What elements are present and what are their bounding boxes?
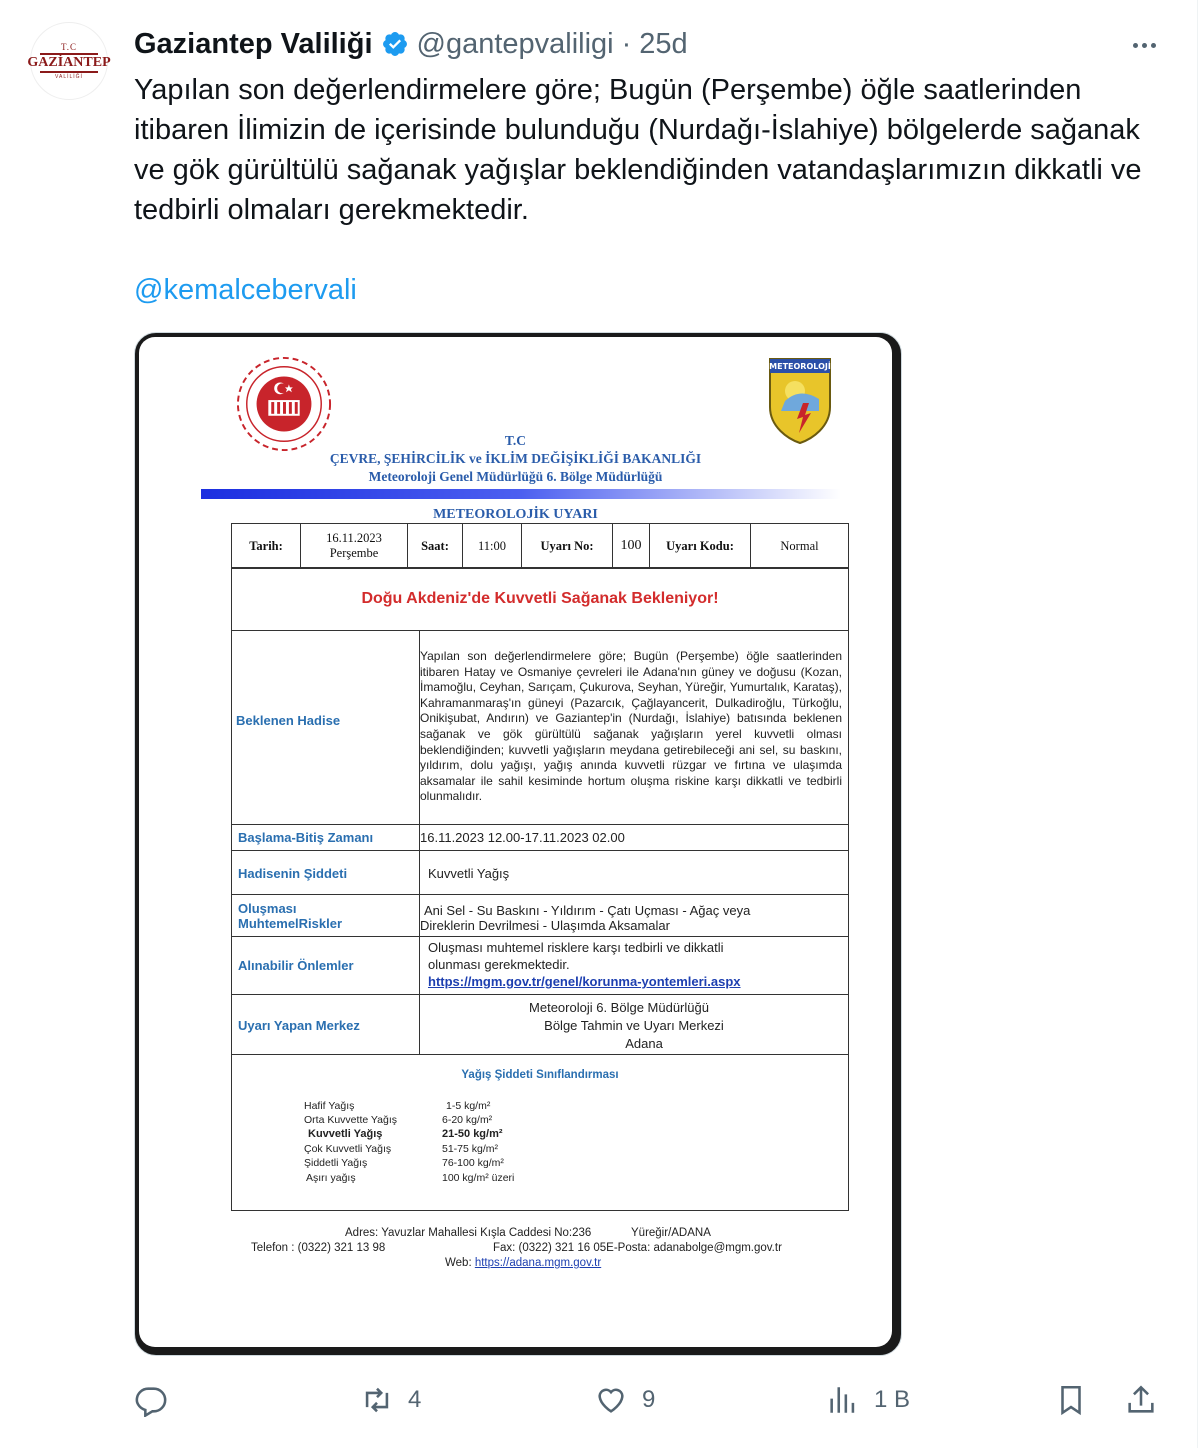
footer-web-link[interactable]: https://adana.mgm.gov.tr xyxy=(474,1257,602,1269)
footer-web xyxy=(445,1257,601,1269)
retweet-count: 4 xyxy=(408,1386,422,1413)
avatar-sub: VALİLİĞİ xyxy=(55,74,83,80)
risks-label xyxy=(238,901,342,931)
class-range: 6-20 kg/m² xyxy=(442,1114,493,1126)
mention-link[interactable]: @kemalcebervali xyxy=(134,274,357,306)
display-name[interactable]: Gaziantep Valiliği xyxy=(134,27,373,60)
footer-phone: Telefon : (0322) 321 13 98 xyxy=(251,1242,386,1254)
class-name: Kuvvetli Yağış xyxy=(308,1128,383,1140)
views-count: 1 B xyxy=(874,1386,911,1413)
share-button[interactable] xyxy=(1124,1378,1158,1422)
severity-value: Kuvvetli Yağış xyxy=(428,866,510,881)
measures-label: Alınabilir Önlemler xyxy=(238,958,354,973)
class-name: Hafif Yağış xyxy=(304,1100,355,1112)
more-options-button[interactable] xyxy=(1124,30,1164,60)
bookmark-icon xyxy=(1054,1383,1088,1417)
class-range: 100 kg/m² üzeri xyxy=(442,1172,515,1184)
doc-ministry: ÇEVRE, ŞEHİRCİLİK ve İKLİM DEĞİŞİKLİĞİ BAKANLIĞI xyxy=(329,451,702,466)
avatar[interactable] xyxy=(27,22,111,100)
column-divider xyxy=(419,851,420,895)
tweet-header xyxy=(134,26,688,62)
action-bar xyxy=(134,1378,1164,1422)
center-value-line: Adana xyxy=(625,1036,663,1051)
like-button[interactable] xyxy=(594,1378,655,1422)
risks-value-line: Ani Sel - Su Baskını - Yıldırım - Çatı Uçması - Ağaç veya xyxy=(424,903,751,918)
like-count: 9 xyxy=(642,1386,656,1413)
classification-row xyxy=(232,1054,848,1211)
class-name: Aşırı yağış xyxy=(306,1172,356,1184)
meteorology-logo-icon xyxy=(767,357,833,445)
risks-label-line: MuhtemelRiskler xyxy=(238,916,343,931)
doc-tc: T.C xyxy=(504,433,527,448)
footer-city: Yüreğir/ADANA xyxy=(631,1227,711,1239)
warning-details xyxy=(231,567,849,1211)
center-label: Uyarı Yapan Merkez xyxy=(238,1018,360,1033)
warning-no-value: 100 xyxy=(613,524,650,569)
measures-value xyxy=(428,939,741,990)
dot-icon xyxy=(1151,43,1156,48)
warning-headline: Doğu Akdeniz'de Kuvvetli Sağanak Bekleniyor! xyxy=(361,590,719,607)
timestamp[interactable]: 25d xyxy=(639,27,688,60)
class-range: 51-75 kg/m² xyxy=(442,1143,499,1155)
measures-value-line: olunması gerekmektedir. xyxy=(428,957,570,972)
center-value-line: Bölge Tahmin ve Uyarı Merkezi xyxy=(544,1018,724,1033)
day-value: Perşembe xyxy=(329,546,379,560)
measures-value-line: Oluşması muhtemel risklere karşı tedbirli ve dikkatli xyxy=(428,940,724,955)
date-cell xyxy=(301,524,408,569)
bookmark-button[interactable] xyxy=(1054,1378,1088,1422)
time-label: Saat: xyxy=(408,524,463,569)
class-name: Orta Kuvvette Yağış xyxy=(304,1114,397,1126)
warning-no-label: Uyarı No: xyxy=(522,524,613,569)
period-value: 16.11.2023 12.00-17.11.2023 02.00 xyxy=(420,830,625,845)
tweet-text: Yapılan son değerlendirmelere göre; Bugün (Perşembe) öğle saatlerinden itibaren İlimizin de içerisinde bulunduğu (Nurdağı-İslahiye) bölgelerde sağanak ve gök gürültülü sağanak yağışlar beklendiğinden vatandaşlarımızın dikkatli ve tedbirli olmaları gerekmektedir. xyxy=(134,74,1142,226)
period-label: Başlama-Bitiş Zamanı xyxy=(238,830,374,845)
risks-value-line: Direklerin Devrilmesi - Ulaşımda Aksamalar xyxy=(420,918,670,933)
class-name: Çok Kuvvetli Yağış xyxy=(304,1143,392,1155)
doc-directorate: Meteoroloji Genel Müdürlüğü 6. Bölge Müdürlüğü xyxy=(368,469,663,484)
avatar-tc: T.C xyxy=(60,42,78,52)
date-value: 16.11.2023 xyxy=(326,531,382,545)
severity-label: Hadisenin Şiddeti xyxy=(238,866,348,881)
footer-web-label: Web: xyxy=(445,1257,472,1269)
retweet-button[interactable] xyxy=(360,1378,421,1422)
risks-value xyxy=(420,903,750,933)
dot-icon xyxy=(1142,43,1147,48)
class-range: 1-5 kg/m² xyxy=(446,1100,491,1112)
class-range: 21-50 kg/m² xyxy=(442,1128,503,1140)
views-chart-icon xyxy=(826,1383,860,1417)
retweet-icon xyxy=(360,1383,394,1417)
warning-info-table xyxy=(231,523,849,569)
risks-row xyxy=(232,894,848,937)
warning-code-label: Uyarı Kodu: xyxy=(650,524,751,569)
views-button[interactable] xyxy=(826,1378,910,1422)
time-value: 11:00 xyxy=(463,524,522,569)
measures-link[interactable]: https://mgm.gov.tr/genel/korunma-yontemleri.aspx xyxy=(428,974,741,989)
expected-row xyxy=(232,630,848,825)
footer-fax: Fax: (0322) 321 16 05E-Posta: adanabolge@mgm.gov.tr xyxy=(493,1242,782,1254)
warning-document xyxy=(139,337,892,1347)
gradient-divider xyxy=(201,489,841,499)
center-row xyxy=(232,994,848,1055)
verified-badge-icon[interactable] xyxy=(381,30,409,58)
center-value xyxy=(420,999,848,1053)
expected-text: Yapılan son değerlendirmelere göre; Bugün (Perşembe) öğle saatlerinden itibaren Hatay ve Osmaniye çevreleri ile Adana'nın güney ve doğusu (Kozan, İmamoğlu, Ceyhan, Sarıçam, Çukurova, Seyhan, Yüreğir, Yumurtalık, Karataş), Kahramanmaraş'ın güneyi (Pazarcık, Çağlayancerit, Dulkadiroğlu, Türkoğlu, Onikişubat, Andırın) ve Gaziantep'in (Nurdağı, İslahiye) batısında beklenen sağanak ve gök gürültülü sağanak yağışların yerel kuvvetli olması beklendiğinden; kuvvetli yağışların meydana getirebileceği ani sel, su baskını, yıldırım, dolu yağışı, yağış anında kuvvetli rüzgar ve fırtına ve ulaşımda aksamalar ile sahil kesiminde hortum oluşma riskine karşı dikkatli ve tedbirli olunmalıdır. xyxy=(420,649,842,804)
center-value-line: Meteoroloji 6. Bölge Müdürlüğü xyxy=(529,1000,709,1015)
tweet-media[interactable] xyxy=(134,332,902,1356)
handle[interactable]: @gantepvaliligi xyxy=(416,27,614,60)
svg-text:METEOROLOJİ: METEOROLOJİ xyxy=(769,362,831,371)
separator-dot: · xyxy=(621,27,632,60)
warning-title: METEOROLOJİK UYARI xyxy=(433,507,598,522)
avatar-name: GAZİANTEP xyxy=(27,55,111,70)
heart-icon xyxy=(594,1383,628,1417)
footer-address: Adres: Yavuzlar Mahallesi Kışla Caddesi No:236 xyxy=(345,1227,592,1239)
share-icon xyxy=(1124,1383,1158,1417)
measures-row xyxy=(232,936,848,995)
class-name: Şiddetli Yağış xyxy=(304,1157,368,1169)
class-range: 76-100 kg/m² xyxy=(442,1157,504,1169)
dot-icon xyxy=(1133,43,1138,48)
avatar-line xyxy=(40,71,98,73)
period-row xyxy=(232,824,848,851)
column-divider xyxy=(419,937,420,995)
severity-row xyxy=(232,850,848,895)
classification-title: Yağış Şiddeti Sınıflandırması xyxy=(461,1069,619,1081)
risks-label-line: Oluşması xyxy=(238,901,297,916)
date-label: Tarih: xyxy=(232,524,301,569)
warning-code-value: Normal xyxy=(751,524,849,569)
reply-icon xyxy=(134,1383,168,1417)
reply-button[interactable] xyxy=(134,1378,168,1422)
expected-label: Beklenen Hadise xyxy=(236,713,341,728)
